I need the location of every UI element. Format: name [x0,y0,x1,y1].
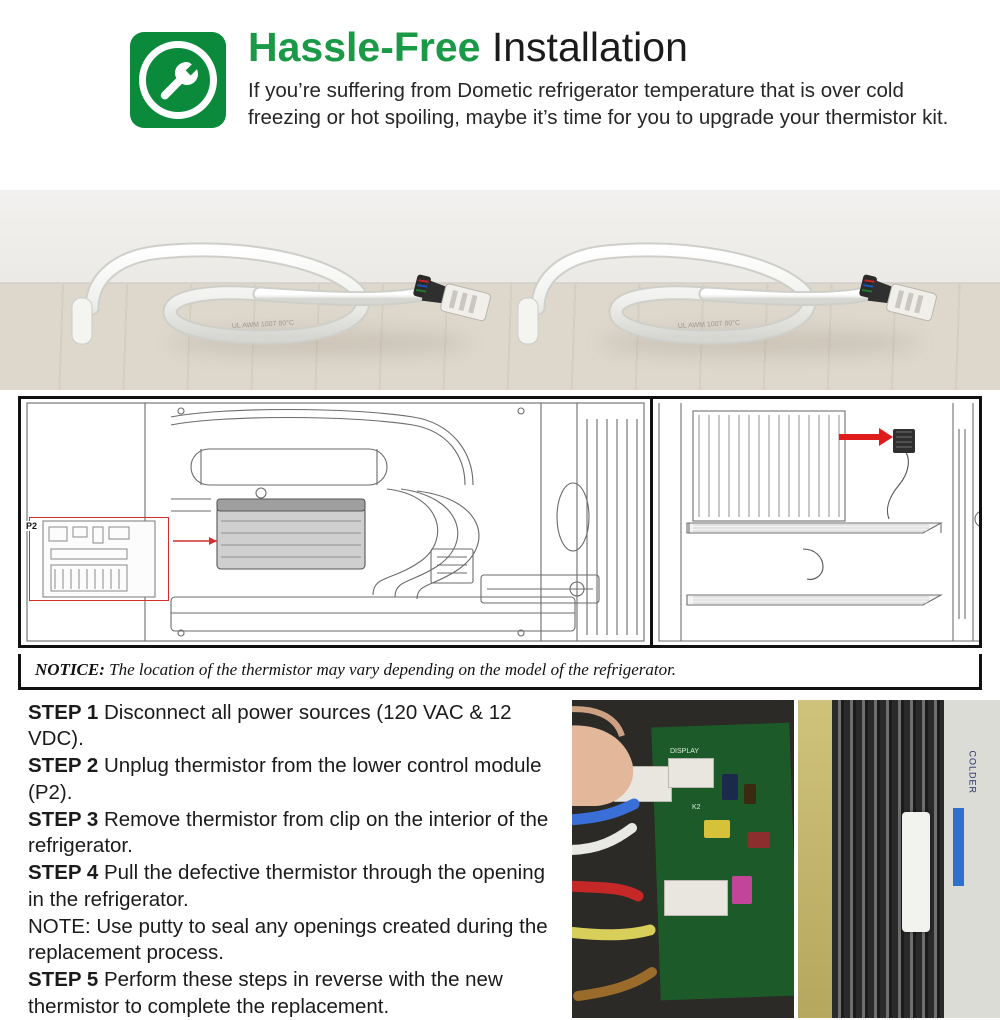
step-text: Pull the defective thermistor through the opening in the refrigerator. [28,861,545,911]
control-board-photo: DISPLAY K2 [572,700,794,1018]
thermistor-clip-installed [902,812,930,932]
thermistor-clip [893,429,915,453]
temperature-slider[interactable] [953,808,964,886]
steps-list [0,700,572,1018]
title-highlight: Hassle-Free [248,24,481,70]
step-label: STEP 2 [28,754,99,778]
interior-diagram [653,399,979,645]
step-item [28,700,566,752]
step-label: STEP 5 [28,968,99,992]
board-silkscreen-label: DISPLAY [670,748,700,755]
p2-highlight-box [29,517,169,601]
thermistor-installed-photo [798,700,1000,1018]
step-item [28,860,566,912]
cooling-unit-diagram [21,399,653,645]
svg-text:UL AWM 1007 80°C: UL AWM 1007 80°C [231,319,295,330]
header [0,0,1000,190]
step-item [28,753,566,805]
p2-label: P2 [26,521,38,531]
title-rest: Installation [480,24,688,70]
instructions-section [0,700,1000,1018]
note-label: NOTE: [28,914,91,938]
insulation-panel [798,700,834,1018]
step-item [28,807,566,859]
thermistor-cable-left [72,250,492,344]
step-text: Perform these steps in reverse with the new thermistor to complete the replacement. [28,968,503,1018]
notice-label: NOTICE: [35,660,105,679]
step-text: Disconnect all power sources (120 VAC & 12 VDC). [28,701,512,751]
wrench-glyph [150,52,206,108]
notice-bar [18,654,982,690]
thermistor-cable-right [518,250,938,344]
header-text [248,14,980,132]
thermistor-cables-illustration [0,190,1000,390]
step-label: STEP 4 [28,861,99,885]
wrench-circle-icon [130,32,226,128]
p2-arrow-icon [173,537,217,545]
colder-label: COLDER [968,750,978,794]
photo-strip [572,700,1000,1018]
step-item [28,967,566,1019]
header-subtitle: If you’re suffering from Dometic refrigerator temperature that is over cold freezing or hot spoiling, maybe it’s time for you to upgrade your thermistor kit. [248,79,949,130]
notice-text: The location of the thermistor may vary depending on the model of the refrigerator. [104,660,677,679]
step-text: Remove thermistor from clip on the interior of the refrigerator. [28,807,549,858]
page-title [248,26,980,69]
wire-harness [572,700,794,1018]
clip-location-arrow-icon [839,428,893,446]
svg-text:UL AWM 1007 80°C: UL AWM 1007 80°C [677,319,741,330]
interior-drawing [653,399,979,645]
note-item [28,914,566,966]
product-photo-band [0,190,1000,390]
step-label: STEP 1 [28,701,99,724]
step-text: Unplug thermistor from the lower control module (P2). [28,754,542,804]
step-label: STEP 3 [28,807,99,831]
note-text: Use putty to seal any openings created during the replacement process. [28,914,548,965]
diagram-panel [18,396,982,648]
